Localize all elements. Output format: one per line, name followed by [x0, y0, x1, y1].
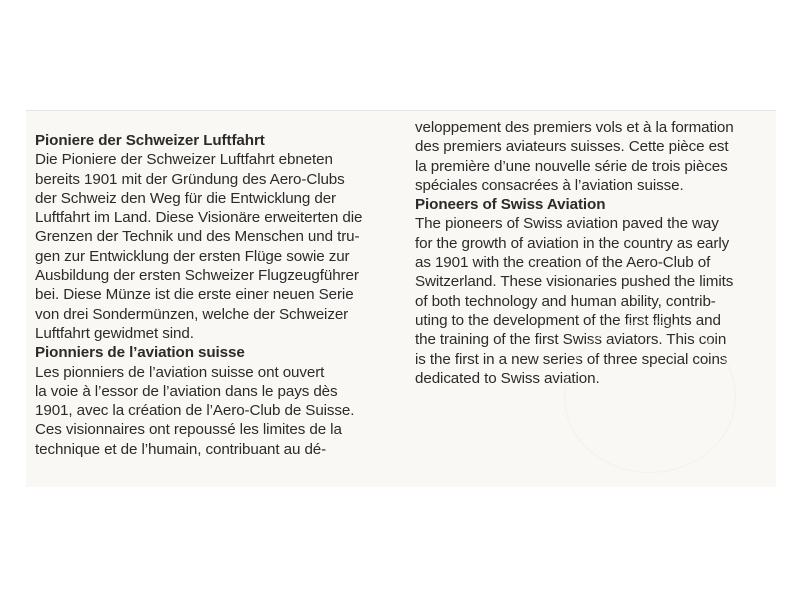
text-line: bei. Diese Münze ist die erste einer neuen Serie	[35, 286, 354, 304]
text-line: The pioneers of Swiss aviation paved the way	[415, 215, 719, 233]
text-line: for the growth of aviation in the country as early	[415, 234, 730, 252]
text-line: spéciales consacrées à l’aviation suisse.	[415, 176, 684, 194]
text-line: uting to the development of the first flights and	[415, 311, 721, 329]
left-column	[35, 131, 362, 459]
text-line: bereits 1901 mit der Gründung des Aero-Clubs	[35, 170, 345, 188]
text-line: the training of the first Swiss aviators. This coin	[415, 331, 727, 349]
text-line: la voie à l’essor de l’aviation dans le pays dès	[35, 382, 338, 400]
english-heading: Pioneers of Swiss Aviation	[415, 196, 606, 214]
text-line: der Schweiz den Weg für die Entwicklung der	[35, 189, 337, 207]
german-heading: Pioniere der Schweizer Luftfahrt	[35, 132, 265, 149]
text-line: dedicated to Swiss aviation.	[415, 369, 600, 387]
text-line: des premiers aviateurs suisses. Cette pièce est	[415, 138, 729, 156]
french-text	[35, 363, 362, 459]
text-line: Luftfahrt gewidmet sind.	[35, 324, 194, 342]
french-text-continued	[415, 118, 734, 195]
text-line: 1901, avec la création de l’Aero-Club de Suisse.	[35, 402, 355, 420]
text-line: Die Pioniere der Schweizer Luftfahrt ebneten	[35, 151, 333, 169]
text-line: Grenzen der Technik und des Menschen und tru-	[35, 228, 360, 246]
text-line: Luftfahrt im Land. Diese Visionäre erweiterten die	[35, 209, 363, 227]
text-line: Ausbildung der ersten Schweizer Flugzeugführer	[35, 267, 359, 285]
text-line: veloppement des premiers vols et à la formation	[415, 119, 734, 136]
text-line: von drei Sondermünzen, welche der Schweizer	[35, 305, 349, 323]
text-line: gen zur Entwicklung der ersten Flüge sowie zur	[35, 247, 350, 265]
french-heading: Pionniers de l’aviation suisse	[35, 344, 245, 362]
right-column	[415, 118, 734, 388]
text-line: la première d’une nouvelle série de trois pièces	[415, 157, 728, 175]
text-line: is the first in a new series of three special coins	[415, 350, 728, 368]
german-text	[35, 150, 362, 343]
text-line: Switzerland. These visionaries pushed the limits	[415, 273, 734, 291]
text-line: technique et de l’humain, contribuant au dé-	[35, 440, 327, 458]
text-line: Ces visionnaires ont repoussé les limites de la	[35, 421, 342, 439]
text-line: Les pionniers de l’aviation suisse ont ouvert	[35, 363, 325, 381]
text-line: as 1901 with the creation of the Aero-Club of	[415, 254, 711, 272]
english-text	[415, 214, 734, 388]
text-line: of both technology and human ability, contrib-	[415, 292, 716, 310]
leaflet-page	[26, 110, 776, 487]
